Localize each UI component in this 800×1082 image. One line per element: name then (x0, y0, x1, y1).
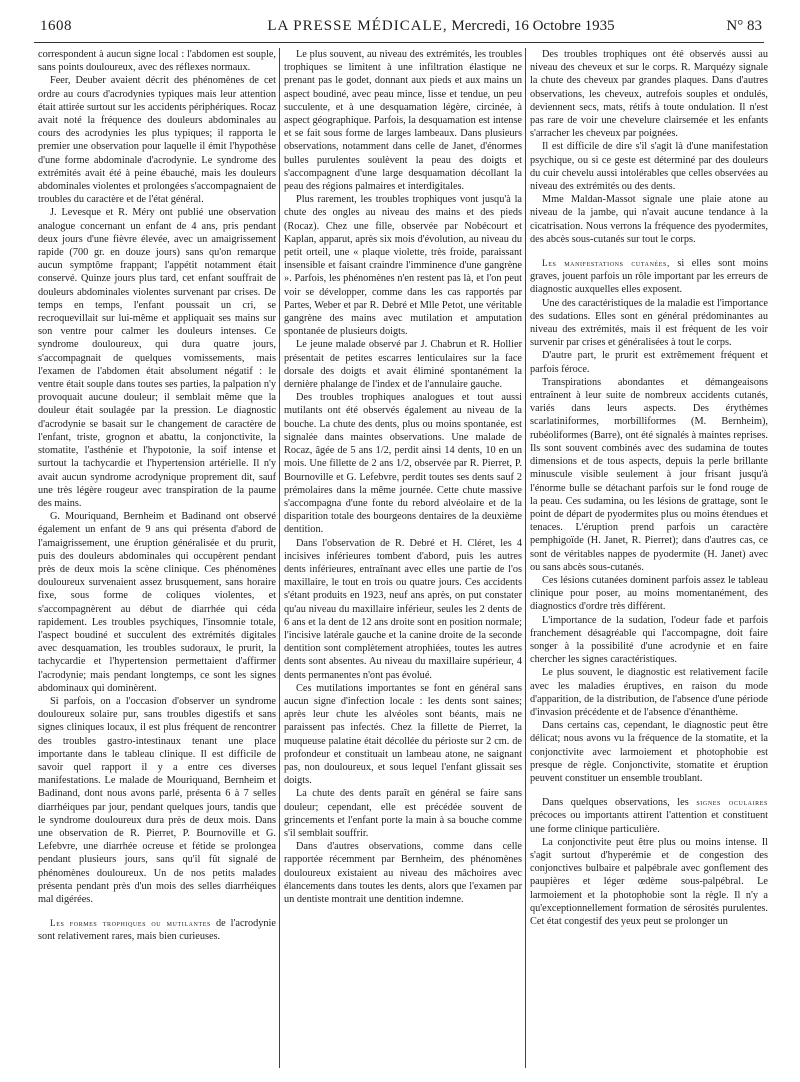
paragraph-rest: si elles sont moins graves, jouent parfois un rôle important par les erreurs de diagnostic auxquelles elles exposent. (530, 258, 768, 296)
paragraph: Dans l'observation de R. Debré et H. Cléret, les 4 incisives inférieures tombent d'abord, puis les autres dents inférieures, entraînant avec elles une partie de l'os maxillaire, le tout en trois ou quatre jours. Ces accidents s'étant produits en 1923, neuf ans après, on put constater qu'au niveau du maxillaire inférieur, seules les 2 dents de 6 ans et la dent de 12 ans droite sont en position normale; l'incisive latérale gauche et la canine droite de la seconde dentition sont complètement atrophiées, toutes les autres dents sont absentes. Au niveau du maxillaire supérieur, 4 dents permanentes n'ont pas évolué. (284, 537, 522, 681)
section-lead: Les formes trophiques ou mutilantes (50, 918, 211, 929)
paragraph: L'importance de la sudation, l'odeur fade et parfois franchement désagréable qui l'accompagne, doit faire songer à la possibilité d'une acrodynie et en faire chercher les signes caractéristiques. (530, 614, 768, 666)
section-lead: signes oculaires (696, 797, 768, 808)
paragraph: La conjonctivite peut être plus ou moins intense. Il s'agit surtout d'hyperémie et de congestion des conjonctives bulbaire et palpébrale avec gonflement des paupières et léger œdème sous-palpébral. Le larmoiement et la photophobie sont la règle. Il n'y a qu'exceptionnellement formation de sérosités purulentes. Cet état congestif des yeux peut se prolonger un (530, 836, 768, 927)
paragraph: Le jeune malade observé par J. Chabrun et R. Hollier présentait de petites escarres lenticulaires sur la face dorsale des doigts et avait éliminé spontanément la dernière phalange de l'index et de l'annulaire gauche. (284, 339, 522, 391)
paragraph: Plus rarement, les troubles trophiques vont jusqu'à la chute des ongles au niveau des mains et des pieds (Rocaz). Chez une fille, observée par Nobécourt et Kaplan, apparut, après six mois d'évolution, au niveau du petit orteil, une « plaque violette, très froide, paraissant insensible et faisant craindre l'imminence d'une gangrène ». Parfois, les phénomènes n'en restent pas là, et l'on peut voir se développer, comme dans les cas rapportés par Partes, Weber et par R. Debré et Mlle Petot, une véritable gangrène des mains avec mutilation et amputation spontanée de plusieurs doigts. (284, 194, 522, 338)
paragraph: Le plus souvent, le diagnostic est relativement facile avec les maladies éruptives, en raison du mode d'apparition, de la distribution, de l'absence d'une période d'invasion précédente et de l'absence d'énanthème. (530, 667, 768, 718)
paragraph: Des troubles trophiques analogues et tout aussi mutilants ont été observés également au niveau de la bouche. La chute des dents, plus ou moins spontanée, est signalée dans maintes observations. Une malade de Rocaz, âgée de 5 ans 1/2, perdit ainsi 14 dents, 10 en un mois. Une fillette de 2 ans 1/2, observée par R. Pierret, P. Bournoville et G. Lefebvre, perdit toutes ses dents sauf 2 prémolaires dans la même journée. Cette chute massive s'accompagna d'une fonte du rebord alvéolaire et de la disparition totale des bourgeons dentaires de la deuxième dentition. (284, 392, 522, 536)
header-rule (34, 42, 764, 43)
column-right (530, 48, 768, 1068)
paragraph: Ces lésions cutanées dominent parfois assez le tableau clinique pour poser, au moins momentanément, des diagnostics d'ordre très différent. (530, 574, 768, 613)
paragraph: Une des caractéristiques de la maladie est l'importance des sudations. Elles sont en général prédominantes au niveau des extrémités, mais il est fréquent de les voir survenir par crises et généralisées à tout le corps. (530, 297, 768, 349)
section-lead: Les manifestations cutanées, (542, 258, 670, 269)
journal-title: LA PRESSE MÉDICALE, (267, 18, 448, 34)
page-header (40, 14, 762, 44)
running-head (240, 18, 642, 35)
issue-number: N° 83 (726, 18, 762, 34)
paragraph: Transpirations abondantes et démangeaisons entraînent à leur suite de nombreux accidents cutanés, variés dans leurs aspects. Des érythèmes scarlatiniformes, morbilliformes (M. Bernheim), rubéoliformes (Barre), ont été signalés à maintes reprises. Ils sont souvent combinés avec des sudamina de toutes dimensions et de tous aspects, depuis la perle brillante minuscule visible seulement à jour frisant jusqu'à l'énorme bulle se détachant parfois sur le fond rouge de la peau. Ces sudamina, ou les lésions de grattage, sont le point de départ de pyodermites plus ou moins étendues et tenaces. L'éruption prend parfois un caractère pemphigoïde (H. Janet, R. Pierret); dans d'autres cas, ce sont de véritables nappes de pyodermite (H. Janet) avec ou sans abcès sous-cutanés. (530, 376, 768, 573)
paragraph: Le plus souvent, au niveau des extrémités, les troubles trophiques se limitent à une infiltration élastique ne prenant pas le godet, donnant aux pieds et aux mains un aspect boudiné, avec peau mince, lisse et tendue, un peu succulente, et à une desquamation légère, circinée, à aspect géographique. Parfois, la desquamation est intense et se fait sous forme de larges lambeaux. Dans plusieurs observations, notamment dans celle de Janet, d'énormes bulles purulentes soulèvent la peau des doigts et s'accompagnent d'une large desquamation décollant la peau des régions palmaires et interdigitales. (284, 49, 522, 193)
paragraph: Il est difficile de dire s'il s'agit là d'une manifestation psychique, ou si ce geste est déterminé par des douleurs du cuir chevelu aussi intolérables que celles observées au niveau des extrémités ou des dents. (530, 141, 768, 193)
page-number: 1608 (40, 18, 72, 34)
paragraph: Feer, Deuber avaient décrit des phénomènes de cet ordre au cours d'acrodynies typiques mais leur attention était attirée surtout sur les accidents périphériques. Rocaz avait noté la fréquence des douleurs abdominales au cours des acrodynies les plus typiques; il rapporta le premier une observation pour laquelle il émit l'hypothèse d'une forme abdominale d'acrodynie. Le syndrome des extrémités avait été à peine ébauché, mais les douleurs abdominales violentes et prolongées s'accompagnaient de troubles du caractère et de l'état général. (38, 75, 276, 206)
paragraph-part: précoces ou importants attirent l'attention et constituent une forme clinique particulière. (530, 810, 768, 835)
column-divider (525, 48, 526, 1068)
paragraph (530, 257, 768, 297)
paragraph (38, 917, 276, 943)
column-left (38, 48, 276, 1068)
paragraph: Des troubles trophiques ont été observés aussi au niveau des cheveux et sur le corps. R. Marquézy signale la chute des cheveux par grandes plaques. Dans d'autres observations, les cheveux, autrefois souples et ondulés, deviennent secs, mats, rétifs à toute ondulation. Il n'est pas rare de voir une chevelure clairsemée et les enfants s'arracher les cheveux par poignées. (530, 49, 768, 140)
paragraph: J. Levesque et R. Méry ont publié une observation analogue concernant un enfant de 4 ans, pris pendant deux jours d'une fièvre élevée, avec un amaigrissement rapide (700 gr. en douze jours) sans qu'on remarque aucun symptôme frappant; l'appétit notamment était conservé. Quinze jours plus tard, cet enfant souffrait de douleurs abdominales violentes survenant par crises. De temps en temps, l'enfant poussait un cri, se recroquevillait sur lui-même et appliquait ses mains sur son ventre pour calmer les douleurs intenses. Ce syndrome douloureux, qui dura quatre jours, s'accompagnait de quelques vomissements, mais l'examen de l'abdomen était absolument négatif : le ventre était souple dans toutes ses parties, la palpation n'y provoquait aucune douleur; il semblait même que la douleur était soulagée par la pression. Le diagnostic d'acrodynie se basait sur le changement de caractère de l'enfant, triste, grognon et abattu, la conjonctivite, la stomatite, l'asthénie et l'hypotonie, la soif intense et surtout la tachycardie et l'hypertension artérielle. Il n'y avait aucun syndrome acrodynique proprement dit, sauf une très légère rougeur avec transpiration de la paume des mains. (38, 207, 276, 509)
paragraph: Ces mutilations importantes se font en général sans aucun signe d'infection locale : les dents sont saines; après leur chute les alvéoles sont béants, mais ne paraissent pas infectés. Chez la fillette de Pierret, la muqueuse palatine était décollée du périoste sur 2 cm. de profondeur et constituait un lambeau atone, ne saignant pas, non douloureux, et sous lequel l'enfant glissait ses doigts. (284, 682, 522, 787)
paragraph: correspondent à aucun signe local : l'abdomen est souple, sans points douloureux, avec des réflexes normaux. (38, 49, 276, 74)
text-columns (38, 48, 766, 1068)
paragraph-part: Dans quelques observations, les (542, 797, 697, 809)
paragraph: D'autre part, le prurit est extrêmement fréquent et parfois féroce. (530, 350, 768, 375)
paragraph: Dans d'autres observations, comme dans celle rapportée récemment par Bernheim, des phénomènes douloureux existaient au niveau des mâchoires avec élancements dans toutes les dents, alors que l'examen par un dentiste montrait une dentition indemne. (284, 841, 522, 905)
column-middle (284, 48, 522, 1068)
paragraph: La chute des dents paraît en général se faire sans douleur; cependant, elle est précédée souvent de grincements et l'enfant porte la main à sa bouche comme s'il semblait souffrir. (284, 788, 522, 839)
issue-date: Mercredi, 16 Octobre 1935 (451, 18, 615, 34)
paragraph: Dans certains cas, cependant, le diagnostic peut être délicat; nous avons vu la fréquence de la stomatite, et la conjonctivite avec larmoiement et photophobie est presque de règle. Conjonctivite, stomatite et éruption peuvent constituer un ensemble troublant. (530, 720, 768, 784)
paragraph-rest: de l'acrodynie sont relativement rares, mais bien curieuses. (38, 918, 276, 943)
paragraph (530, 796, 768, 836)
paragraph: Mme Maldan-Massot signale une plaie atone au niveau de la jambe, qui n'avait aucune tendance à la cicatrisation. Nous verrons la fréquence des pyodermites, des abcès sous-cutanés sur tout le corps. (530, 194, 768, 245)
paragraph: Si parfois, on a l'occasion d'observer un syndrome douloureux solaire pur, sans troubles digestifs et sans signes cliniques locaux, il est plus fréquent de rencontrer des troubles gastro-intestinaux tenant une place importante dans le tableau clinique. Il est difficile de savoir quel rapport il y a entre ces diverses manifestations. Le malade de Mouriquand, Bernheim et Badinand, dont nous avons parlé, présenta 6 à 7 selles diarrhéiques par jour, pendant quelques jours, tandis que le syndrome douloureux dura près de deux mois. Dans une observation de R. Pierret, P. Bournoville et G. Lefebvre, une diarrhée ocreuse et fétide se prolongea pendant plusieurs jours, sans qu'il fût signalé de phénomènes douloureux. Un de nos petits malades présenta pendant près d'un mois des selles diarrhéiques mal digérées. (38, 695, 276, 905)
paragraph: G. Mouriquand, Bernheim et Badinand ont observé également un enfant de 9 ans qui présenta d'abord de l'amaigrissement, une éruption généralisée et du prurit, puis des douleurs abdominales qui occupèrent pendant près de deux mois la scène clinique. Ces phénomènes douloureux survenaient assez brusquement, sans horaire fixe, sous forme de coliques violentes, et s'accompagnèrent au début de diarrhée qui céda rapidement. Les troubles psychiques, l'insomnie totale, l'aspect boudiné et succulent des extrémités digitales avec desquamation, les troubles sudoraux, le prurit, la tachycardie et l'hypertension permettaient d'affirmer l'acrodynie; mais pendant longtemps, ce sont les signes abdominaux qui dominèrent. (38, 511, 276, 694)
column-divider (279, 48, 280, 1068)
